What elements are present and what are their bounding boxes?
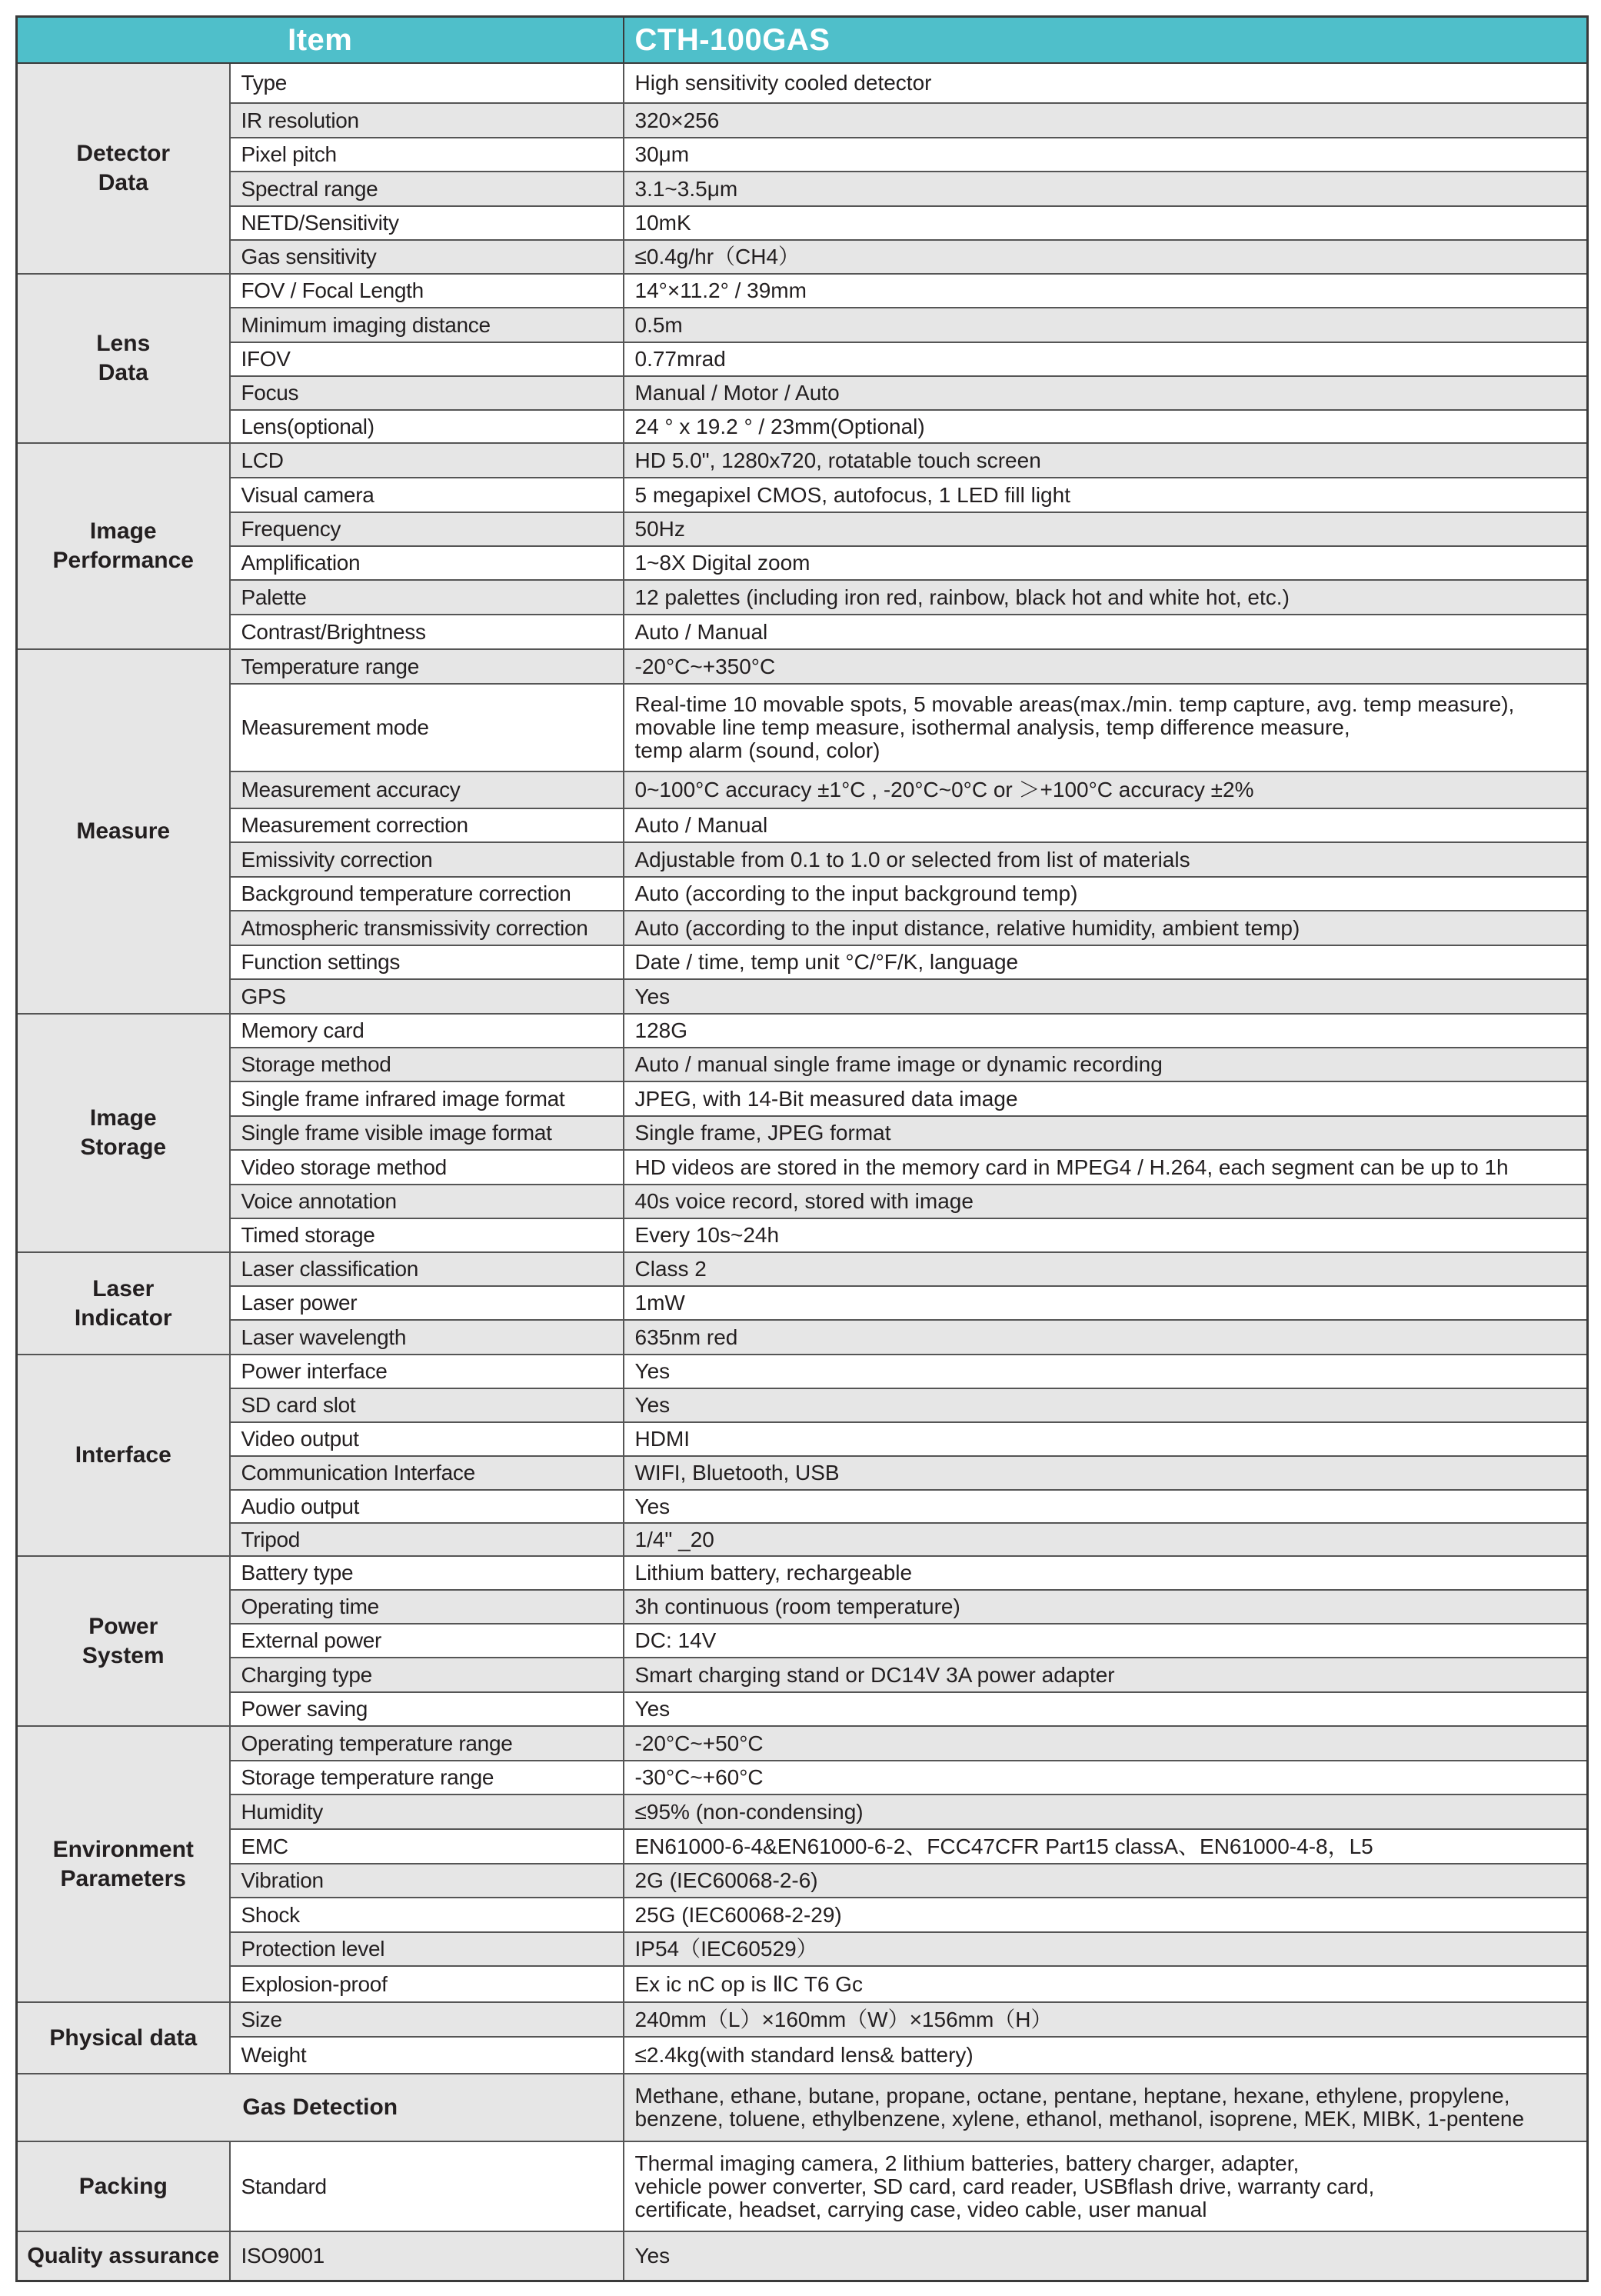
spec-key: IR resolution xyxy=(230,103,624,138)
spec-key: Minimum imaging distance xyxy=(230,308,624,342)
spec-key: Contrast/Brightness xyxy=(230,615,624,649)
spec-value: Yes xyxy=(624,1490,1588,1523)
spec-key: Weight xyxy=(230,2037,624,2074)
spec-key: Single frame infrared image format xyxy=(230,1081,624,1116)
packing-category: Packing xyxy=(17,2141,230,2231)
spec-row xyxy=(17,771,1588,808)
spec-key: Laser classification xyxy=(230,1252,624,1286)
spec-row xyxy=(17,615,1588,649)
spec-key: Voice annotation xyxy=(230,1185,624,1218)
packing-line: Thermal imaging camera, 2 lithium batteries, battery charger, adapter, xyxy=(634,2151,1300,2175)
section-category xyxy=(17,274,230,443)
spec-row xyxy=(17,274,1588,308)
spec-key: Measurement accuracy xyxy=(230,771,624,808)
packing-line: certificate, headset, carrying case, video cable, user manual xyxy=(634,2197,1207,2221)
spec-row xyxy=(17,1150,1588,1185)
spec-row xyxy=(17,1218,1588,1252)
spec-row xyxy=(17,1966,1588,2002)
spec-value: Yes xyxy=(624,1388,1588,1422)
spec-key: Atmospheric transmissivity correction xyxy=(230,911,624,945)
spec-value: EN61000-6-4&EN61000-6-2、FCC47CFR Part15 classA、EN61000-4-8，L5 xyxy=(624,1829,1588,1864)
spec-value: 24 ° x 19.2 ° / 23mm(Optional) xyxy=(624,410,1588,443)
spec-value: Auto (according to the input background temp) xyxy=(624,877,1588,911)
spec-row xyxy=(17,1726,1588,1761)
gas-detection-value xyxy=(624,2074,1588,2141)
spec-value: 0.5m xyxy=(624,308,1588,342)
spec-value: HD 5.0", 1280x720, rotatable touch screen xyxy=(624,443,1588,478)
spec-value: 128G xyxy=(624,1014,1588,1048)
gas-detection-row xyxy=(17,2074,1588,2141)
section-category-line: Detector xyxy=(76,141,171,166)
spec-value: 12 palettes (including iron red, rainbow, black hot and white hot, etc.) xyxy=(624,580,1588,615)
spec-row xyxy=(17,1590,1588,1624)
header-model: CTH-100GAS xyxy=(624,17,1588,64)
section-category xyxy=(17,649,230,1014)
spec-value: 1~8X Digital zoom xyxy=(624,546,1588,580)
section-category xyxy=(17,63,230,274)
spec-value: 25G (IEC60068-2-29) xyxy=(624,1898,1588,1932)
section-category-line: Environment xyxy=(52,1836,194,1862)
spec-row xyxy=(17,172,1588,206)
section-category-line: Image xyxy=(89,1105,157,1131)
spec-key: Background temperature correction xyxy=(230,877,624,911)
spec-value: 5 megapixel CMOS, autofocus, 1 LED fill light xyxy=(624,478,1588,512)
spec-key: Gas sensitivity xyxy=(230,240,624,274)
section-category xyxy=(17,1014,230,1252)
spec-key: Audio output xyxy=(230,1490,624,1523)
spec-value: 1/4" _20 xyxy=(624,1523,1588,1556)
spec-value: High sensitivity cooled detector xyxy=(624,63,1588,103)
spec-key: EMC xyxy=(230,1829,624,1864)
spec-value: -20°C~+50°C xyxy=(624,1726,1588,1761)
spec-key: Frequency xyxy=(230,512,624,546)
spec-row xyxy=(17,1864,1588,1898)
spec-value: 10mK xyxy=(624,206,1588,240)
spec-row xyxy=(17,240,1588,274)
spec-row xyxy=(17,1252,1588,1286)
spec-row xyxy=(17,1794,1588,1829)
spec-key: Measurement mode xyxy=(230,684,624,771)
section-category-line: Image xyxy=(89,518,157,544)
spec-value: 40s voice record, stored with image xyxy=(624,1185,1588,1218)
spec-row xyxy=(17,979,1588,1014)
spec-row xyxy=(17,842,1588,877)
spec-value: Single frame, JPEG format xyxy=(624,1116,1588,1150)
spec-value-line: movable line temp measure, isothermal analysis, temp difference measure, xyxy=(634,715,1350,739)
packing-key: Standard xyxy=(230,2141,624,2231)
spec-row xyxy=(17,580,1588,615)
spec-value: Every 10s~24h xyxy=(624,1218,1588,1252)
spec-value: Yes xyxy=(624,1355,1588,1388)
spec-key: Protection level xyxy=(230,1932,624,1966)
spec-row xyxy=(17,1932,1588,1966)
header-row xyxy=(17,17,1588,64)
spec-key: NETD/Sensitivity xyxy=(230,206,624,240)
gas-detection-line: Methane, ethane, butane, propane, octane, pentane, heptane, hexane, ethylene, propylene, xyxy=(634,2084,1510,2108)
spec-value: DC: 14V xyxy=(624,1624,1588,1658)
quality-key: ISO9001 xyxy=(230,2231,624,2281)
spec-key: Focus xyxy=(230,376,624,410)
spec-row xyxy=(17,478,1588,512)
header-item: Item xyxy=(17,17,624,64)
section-category-line: Measure xyxy=(76,818,171,844)
section-category-line: Data xyxy=(98,170,148,195)
section-category-line: Data xyxy=(98,360,148,385)
spec-row xyxy=(17,1829,1588,1864)
spec-row xyxy=(17,1388,1588,1422)
spec-row xyxy=(17,2002,1588,2037)
spec-value: 320×256 xyxy=(624,103,1588,138)
section-category-line: Lens xyxy=(96,331,151,356)
spec-value: 3.1~3.5μm xyxy=(624,172,1588,206)
spec-value: 0.77mrad xyxy=(624,342,1588,376)
spec-key: Operating temperature range xyxy=(230,1726,624,1761)
section-category xyxy=(17,443,230,649)
spec-row xyxy=(17,1624,1588,1658)
spec-value: ≤2.4kg(with standard lens& battery) xyxy=(624,2037,1588,2074)
spec-value: WIFI, Bluetooth, USB xyxy=(624,1456,1588,1490)
spec-row xyxy=(17,808,1588,842)
quality-row xyxy=(17,2231,1588,2281)
spec-value: -30°C~+60°C xyxy=(624,1761,1588,1794)
spec-row xyxy=(17,911,1588,945)
spec-row xyxy=(17,1692,1588,1726)
spec-row xyxy=(17,546,1588,580)
spec-key: Pixel pitch xyxy=(230,138,624,172)
spec-row xyxy=(17,1556,1588,1590)
spec-value: Auto / Manual xyxy=(624,808,1588,842)
spec-key: Video storage method xyxy=(230,1150,624,1185)
gas-detection-category: Gas Detection xyxy=(17,2074,624,2141)
spec-row xyxy=(17,1081,1588,1116)
spec-value: Date / time, temp unit °C/°F/K, language xyxy=(624,945,1588,979)
spec-row xyxy=(17,342,1588,376)
spec-value: 14°×11.2° / 39mm xyxy=(624,274,1588,308)
spec-key: Function settings xyxy=(230,945,624,979)
section-category-line: Physical data xyxy=(49,2024,198,2051)
spec-value xyxy=(624,684,1588,771)
section-category xyxy=(17,1556,230,1726)
spec-key: Amplification xyxy=(230,546,624,580)
spec-row xyxy=(17,103,1588,138)
section-category-line: Interface xyxy=(75,1442,171,1468)
spec-row xyxy=(17,877,1588,911)
spec-row xyxy=(17,649,1588,684)
spec-key: Battery type xyxy=(230,1556,624,1590)
spec-value: 240mm（L）×160mm（W）×156mm（H） xyxy=(624,2002,1588,2037)
spec-value: 50Hz xyxy=(624,512,1588,546)
spec-value: Adjustable from 0.1 to 1.0 or selected from list of materials xyxy=(624,842,1588,877)
spec-row xyxy=(17,410,1588,443)
spec-row xyxy=(17,443,1588,478)
spec-key: Spectral range xyxy=(230,172,624,206)
packing-line: vehicle power converter, SD card, card reader, USBflash drive, warranty card, xyxy=(634,2174,1375,2198)
spec-value: 0~100°C accuracy ±1°C , -20°C~0°C or ＞+100°C accuracy ±2% xyxy=(624,771,1588,808)
spec-value: 3h continuous (room temperature) xyxy=(624,1590,1588,1624)
spec-row xyxy=(17,1048,1588,1081)
spec-value: JPEG, with 14-Bit measured data image xyxy=(624,1081,1588,1116)
spec-value: -20°C~+350°C xyxy=(624,649,1588,684)
spec-key: Video output xyxy=(230,1422,624,1456)
spec-value: Auto (according to the input distance, relative humidity, ambient temp) xyxy=(624,911,1588,945)
section-category xyxy=(17,2002,230,2074)
spec-key: Operating time xyxy=(230,1590,624,1624)
section-category-line: Laser xyxy=(92,1275,155,1301)
spec-key: Timed storage xyxy=(230,1218,624,1252)
spec-key: Tripod xyxy=(230,1523,624,1556)
spec-value: Lithium battery, rechargeable xyxy=(624,1556,1588,1590)
spec-body xyxy=(17,63,1588,2281)
spec-row xyxy=(17,63,1588,103)
spec-key: Power interface xyxy=(230,1355,624,1388)
spec-key: External power xyxy=(230,1624,624,1658)
spec-key: IFOV xyxy=(230,342,624,376)
packing-value xyxy=(624,2141,1588,2231)
section-category-line: Parameters xyxy=(60,1865,186,1891)
section-category-line: System xyxy=(82,1642,165,1668)
spec-row xyxy=(17,376,1588,410)
spec-value: Auto / manual single frame image or dynamic recording xyxy=(624,1048,1588,1081)
spec-row xyxy=(17,1658,1588,1692)
spec-row xyxy=(17,945,1588,979)
spec-key: Visual camera xyxy=(230,478,624,512)
spec-key: Vibration xyxy=(230,1864,624,1898)
spec-value: HDMI xyxy=(624,1422,1588,1456)
spec-key: Power saving xyxy=(230,1692,624,1726)
spec-value: HD videos are stored in the memory card in MPEG4 / H.264, each segment can be up to 1h xyxy=(624,1150,1588,1185)
packing-row xyxy=(17,2141,1588,2231)
spec-key: Storage method xyxy=(230,1048,624,1081)
spec-row xyxy=(17,1422,1588,1456)
spec-value: Yes xyxy=(624,979,1588,1014)
spec-value-line: Real-time 10 movable spots, 5 movable areas(max./min. temp capture, avg. temp measure), xyxy=(634,692,1515,716)
spec-row xyxy=(17,1456,1588,1490)
spec-value: Smart charging stand or DC14V 3A power adapter xyxy=(624,1658,1588,1692)
spec-row xyxy=(17,1286,1588,1320)
quality-category: Quality assurance xyxy=(17,2231,230,2281)
spec-row xyxy=(17,2037,1588,2074)
section-category xyxy=(17,1252,230,1355)
spec-key: Emissivity correction xyxy=(230,842,624,877)
spec-key: Measurement correction xyxy=(230,808,624,842)
section-category-line: Power xyxy=(88,1613,158,1639)
spec-row xyxy=(17,1185,1588,1218)
quality-value: Yes xyxy=(624,2231,1588,2281)
spec-value: 635nm red xyxy=(624,1320,1588,1355)
spec-value: ≤0.4g/hr（CH4） xyxy=(624,240,1588,274)
spec-value: 1mW xyxy=(624,1286,1588,1320)
section-category xyxy=(17,1355,230,1556)
spec-key: Laser wavelength xyxy=(230,1320,624,1355)
spec-value: Yes xyxy=(624,1692,1588,1726)
spec-row xyxy=(17,1898,1588,1932)
spec-value: Auto / Manual xyxy=(624,615,1588,649)
spec-value-line: temp alarm (sound, color) xyxy=(634,738,880,762)
section-category-line: Performance xyxy=(52,548,194,573)
spec-row xyxy=(17,138,1588,172)
spec-row xyxy=(17,1355,1588,1388)
spec-key: Laser power xyxy=(230,1286,624,1320)
spec-key: SD card slot xyxy=(230,1388,624,1422)
spec-key: Memory card xyxy=(230,1014,624,1048)
spec-row xyxy=(17,206,1588,240)
spec-key: Single frame visible image format xyxy=(230,1116,624,1150)
gas-detection-line: benzene, toluene, ethylbenzene, xylene, ethanol, methanol, isoprene, MEK, MIBK, 1-pentene xyxy=(634,2107,1525,2131)
section-category xyxy=(17,1726,230,2002)
spec-value: Manual / Motor / Auto xyxy=(624,376,1588,410)
section-category-line: Storage xyxy=(80,1135,167,1160)
spec-row xyxy=(17,512,1588,546)
spec-row xyxy=(17,1014,1588,1048)
spec-key: Humidity xyxy=(230,1794,624,1829)
spec-key: Type xyxy=(230,63,624,103)
spec-value: ≤95% (non-condensing) xyxy=(624,1794,1588,1829)
spec-key: Charging type xyxy=(230,1658,624,1692)
spec-key: Storage temperature range xyxy=(230,1761,624,1794)
spec-row xyxy=(17,1320,1588,1355)
spec-value: IP54（IEC60529） xyxy=(624,1932,1588,1966)
spec-key: Explosion-proof xyxy=(230,1966,624,2002)
spec-key: GPS xyxy=(230,979,624,1014)
spec-row xyxy=(17,308,1588,342)
spec-value: Class 2 xyxy=(624,1252,1588,1286)
spec-key: Size xyxy=(230,2002,624,2037)
spec-value: Ex ic nC op is ⅡC T6 Gc xyxy=(624,1966,1588,2002)
spec-row xyxy=(17,1761,1588,1794)
spec-table xyxy=(15,15,1589,2282)
spec-key: LCD xyxy=(230,443,624,478)
spec-key: Shock xyxy=(230,1898,624,1932)
section-category-line: Indicator xyxy=(74,1305,172,1331)
spec-row xyxy=(17,1523,1588,1556)
spec-value: 30μm xyxy=(624,138,1588,172)
spec-key: Temperature range xyxy=(230,649,624,684)
spec-row xyxy=(17,1490,1588,1523)
spec-value: 2G (IEC60068-2-6) xyxy=(624,1864,1588,1898)
spec-key: Palette xyxy=(230,580,624,615)
spec-key: FOV / Focal Length xyxy=(230,274,624,308)
spec-key: Communication Interface xyxy=(230,1456,624,1490)
spec-key: Lens(optional) xyxy=(230,410,624,443)
spec-row xyxy=(17,1116,1588,1150)
spec-row xyxy=(17,684,1588,771)
